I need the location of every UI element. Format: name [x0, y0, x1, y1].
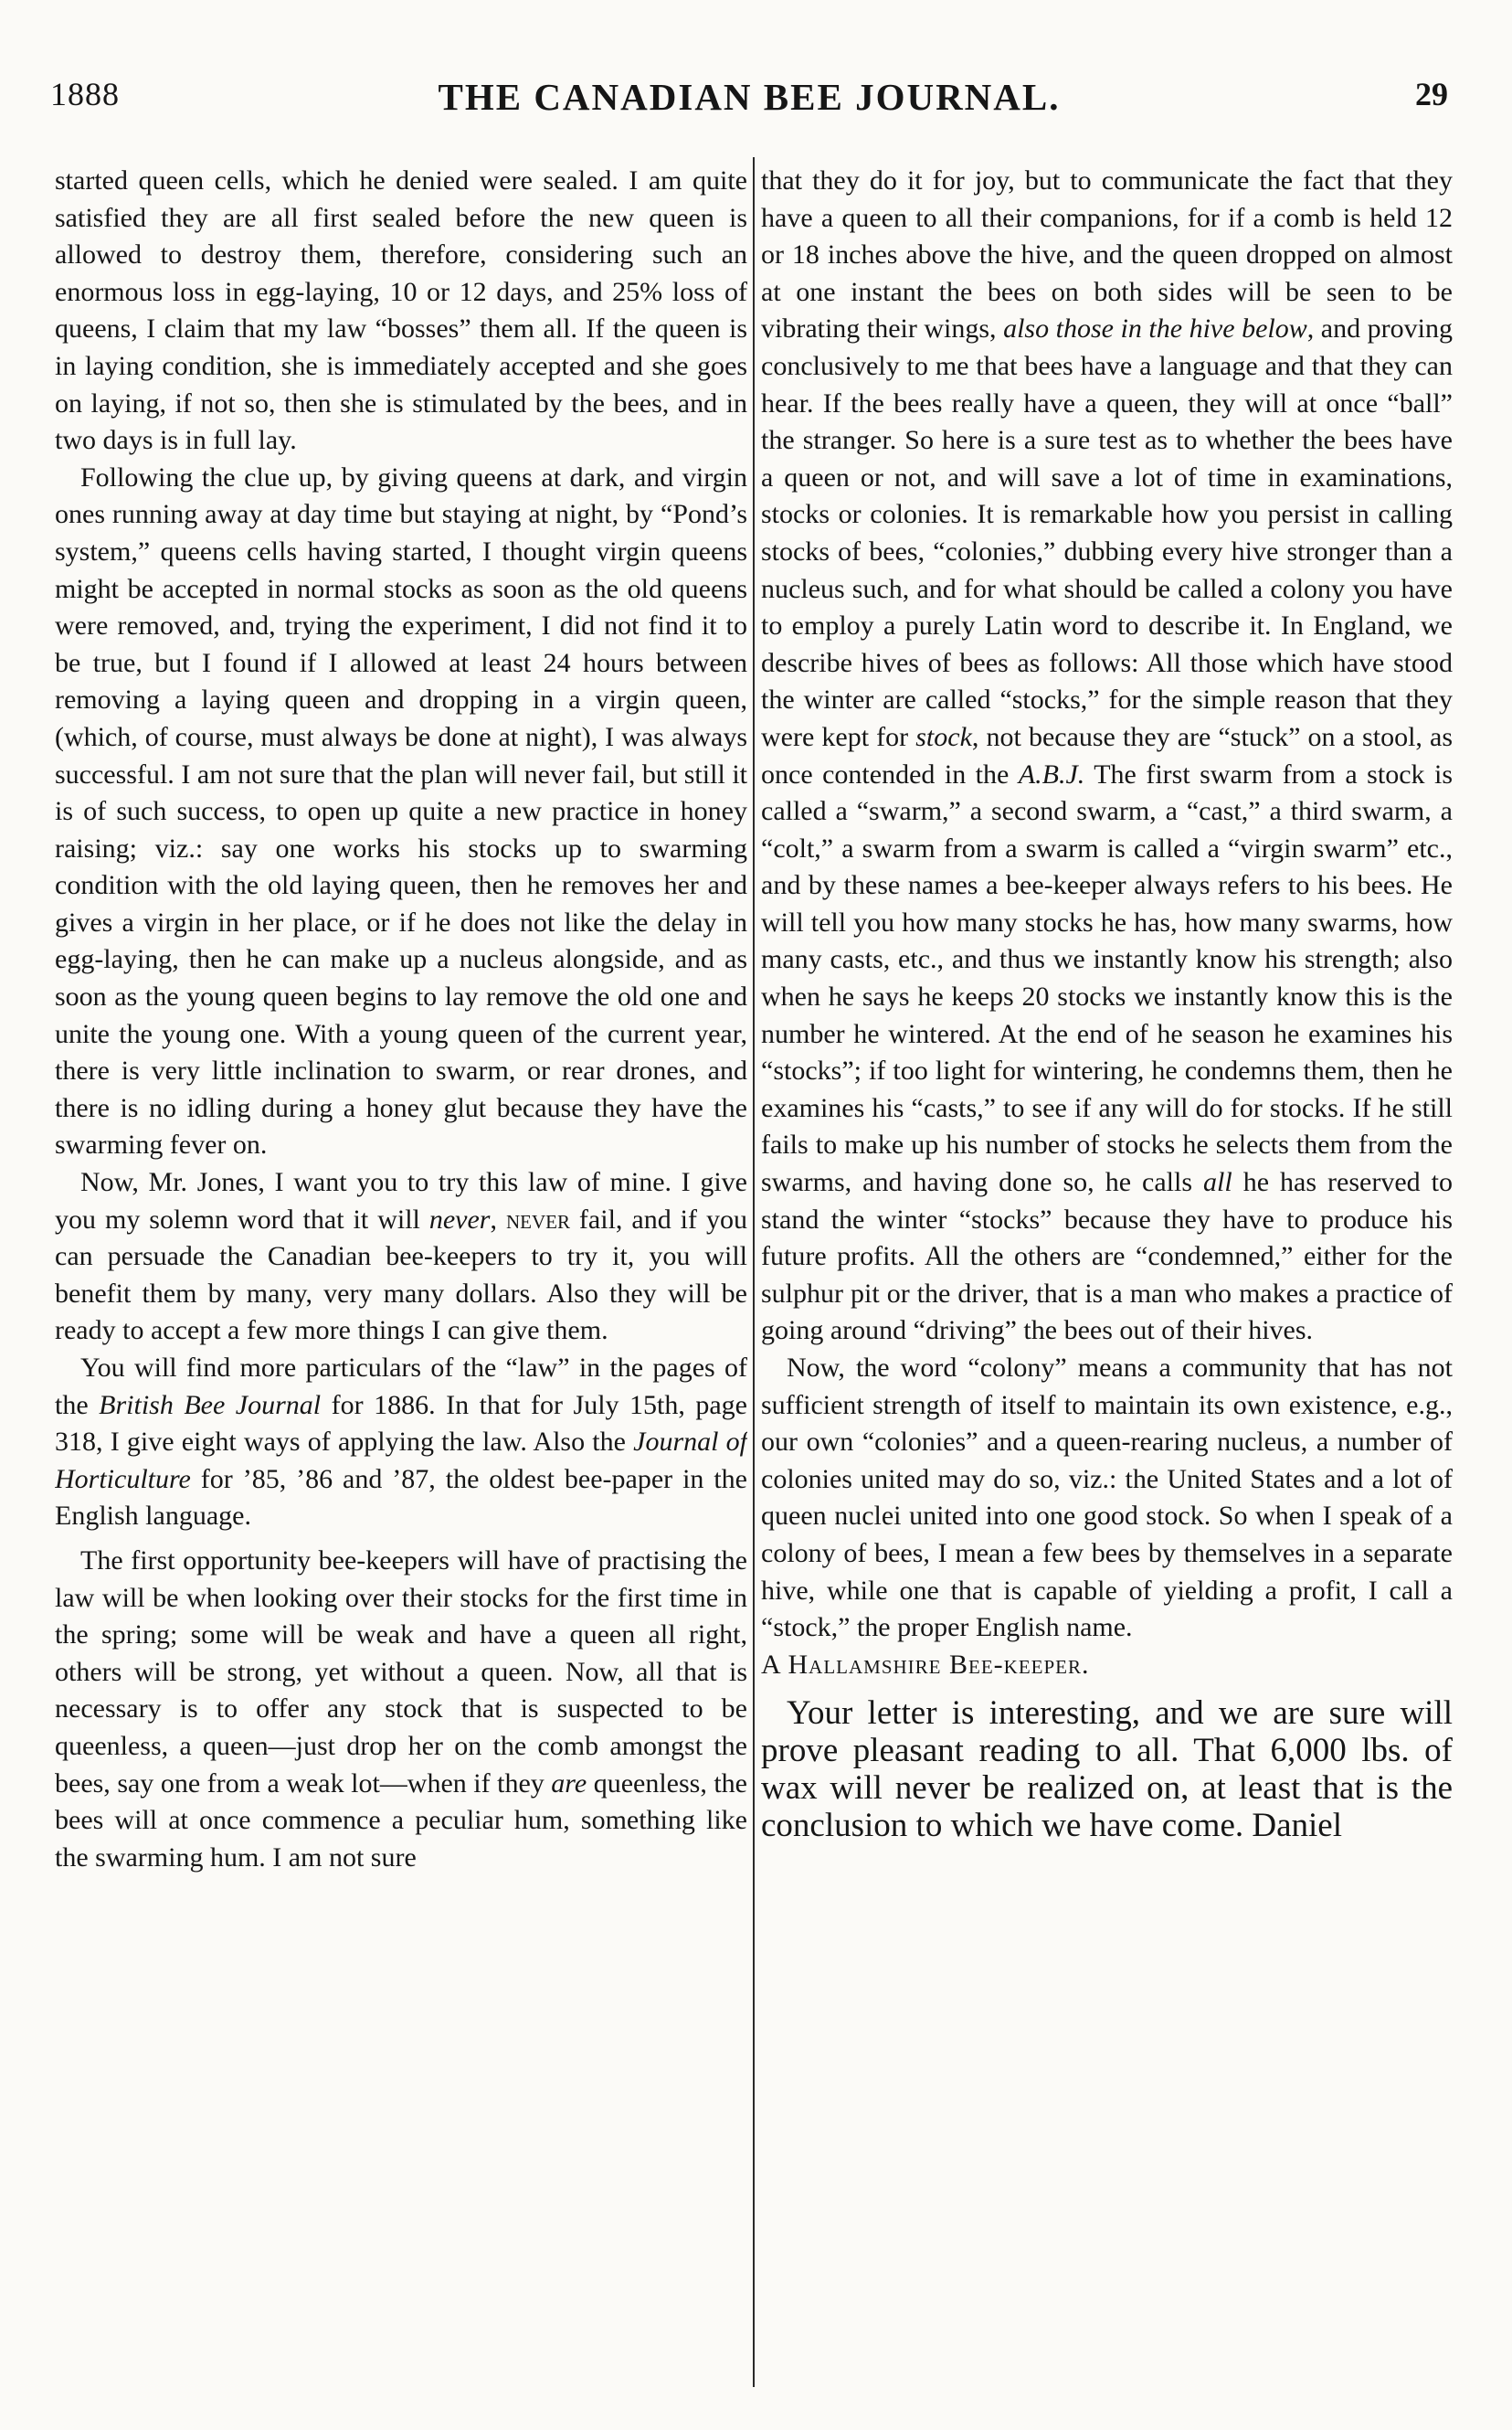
- small-caps-never: never: [505, 1204, 570, 1235]
- left-paragraph-4: [55, 1350, 747, 1535]
- page-number: 29: [1415, 76, 1448, 112]
- text-run: The first opportunity bee-keepers will have of practising the law will be when looking over their stocks for the first time in the spring; some will be weak and have a queen all right, others will be strong, yet without a queen. Now, all that is necessary is to offer any stock that is suspected to be queenless, a queen—just drop her on the comb amongst the bees, say one from a weak lot—when if they: [55, 1544, 747, 1799]
- left-column: [55, 163, 747, 2393]
- left-paragraph-5: [55, 1543, 747, 1876]
- author-signature: A Hallamshire Bee-keeper.: [761, 1649, 1090, 1680]
- text-run: You will find more particulars of the “law” in the pages of the: [55, 1353, 747, 1420]
- column-divider: [753, 157, 755, 2387]
- editorial-reply: Your letter is interesting, and we are sure will prove pleasant reading to all. That 6,000 lbs. of wax will never be realized on, at least that is the conclusion to which we have come. Daniel: [761, 1694, 1453, 1845]
- emphasis-all: all: [1203, 1167, 1232, 1198]
- emphasis-hive-below: also those in the hive below: [1003, 313, 1307, 345]
- journal-title: THE CANADIAN BEE JOURNAL.: [438, 76, 1061, 118]
- emphasis-never: never: [428, 1204, 491, 1235]
- left-paragraph-3: Now, Mr. Jones, I want you to try this law of mine. I give you my solemn word that it will never, never fail, and if you can persuade the Canadian bee-keepers to try it, you will benefit them by many, very many dollars. Also they will be ready to accept a few more things I can give them.: [55, 1167, 747, 1346]
- text-run: The first swarm from a stock is called a “swarm,” a second swarm, a “cast,” a third swarm, a “colt,” a swarm from a swarm is called a “virgin swarm” etc., and by these names a bee-keeper always refers to his bees. He will tell you how many stocks he has, how many swarms, how many casts, etc., and thus we instantly know his strength; also when he says he keeps 20 stocks we instantly know this is the number he wintered. At the end of he season he examines his “stocks”; if too light for wintering, he condemns them, then he examines his “casts,” to see if any will do for stocks. If he still fails to make up his number of stocks he selects them from the swarms, and having done so, he calls: [761, 759, 1453, 1198]
- text-run: for ’85, ’86 and ’87, the oldest bee-paper in the English language.: [55, 1463, 747, 1532]
- text-run: fail, and if you can persuade the Canadian bee-keepers to try it, you will benefit them by many, very many dollars. Also they will be ready to accept a few more things I can give them.: [55, 1204, 747, 1346]
- text-run: , and proving conclusively to me that bees have a language and that they can hear. If the bees really have a queen, they will at once “ball” the stranger. So here is a sure test as to whether the bees have a queen or not, and will save a lot of time in examinations, stocks or colonies. It is remarkable how you persist in calling stocks of bees, “colonies,” dubbing every hive stronger than a nucleus such, and for what should be called a colony you have to employ a purely Latin word to describe it. In England, we describe hives of bees as follows: All those which have stood the winter are called “stocks,” for the simple reason that they were kept for: [761, 313, 1453, 752]
- left-paragraph-2: Following the clue up, by giving queens at dark, and virgin ones running away at day time but staying at night, by “Pond’s system,” queens cells having started, I thought virgin queens might be accepted in normal stocks as soon as the old queens were removed, and, trying the experiment, I did not find it to be true, but I found if I allowed at least 24 hours between removing a laying queen and dropping in a virgin queen, (which, of course, must always be done at night), I was always successful. I am not sure that the plan will never fail, but still it is of such success, to open up quite a new practice in honey raising; viz.: say one works his stocks up to swarming condition with the old laying queen, then he removes her and gives a virgin in her place, or if he does not like the delay in egg-laying, then he can make up a nucleus alongside, and as soon as the young queen begins to lay remove the old one and unite the young one. With a young queen of the current year, there is very little inclination to swarm, or rear drones, and there is no idling during a honey glut because they have the swarming fever on.: [55, 462, 747, 1161]
- right-paragraph-1: [761, 163, 1453, 1350]
- emphasis-are: are: [551, 1767, 587, 1799]
- title-abj: A.B.J.: [1018, 759, 1085, 790]
- text-run: Now, Mr. Jones, I want you to try this law of mine. I give you my solemn word that it will: [55, 1167, 747, 1235]
- page-header: [50, 75, 1448, 132]
- text-run: , not because they are “stuck” on a stool, as once contended in the: [761, 721, 1453, 790]
- text-run: for 1886. In that for July 15th, page 318, I give eight ways of applying the law. Also the: [55, 1389, 747, 1458]
- header-year: 1888: [50, 76, 120, 112]
- right-column: [761, 163, 1453, 2393]
- left-paragraph-1: started queen cells, which he denied were sealed. I am quite satisfied they are all first sealed before the new queen is allowed to destroy them, therefore, considering such an enormous loss in egg-laying, 10 or 12 days, and 25% loss of queens, I claim that my law “bosses” them all. If the queen is in laying condition, she is immediately accepted and she goes on laying, if not so, then she is stimulated by the bees, and in two days is in full lay.: [55, 165, 747, 456]
- text-run: he has reserved to stand the winter “stocks” because they have to produce his future profits. All the others are “condemned,” either for the sulphur pit or the driver, that is a man who makes a practice of going around “driving” the bees out of their hives.: [761, 1167, 1453, 1346]
- text-run: that they do it for joy, but to communicate the fact that they have a queen to all their companions, for if a comb is held 12 or 18 inches above the hive, and the queen dropped on almost at one instant the bees on both sides will be seen to be vibrating their wings,: [761, 165, 1453, 345]
- text-run: queenless, the bees will at once commence a peculiar hum, something like the swarming hum. I am not sure: [55, 1767, 747, 1873]
- title-journal-of-horticulture: Journal of Horticulture: [55, 1427, 747, 1494]
- right-paragraph-2: Now, the word “colony” means a community that has not sufficient strength of itself to maintain its own existence, e.g., our own “colonies” and a queen-rearing nucleus, a number of colonies united may do so, viz.: the United States and a lot of queen nuclei united into one good stock. So when I speak of a colony of bees, I mean a few bees by themselves in a separate hive, while one that is capable of yielding a profit, I call a “stock,” the proper English name.: [761, 1353, 1453, 1643]
- emphasis-stock: stock: [915, 721, 972, 752]
- title-british-bee-journal: British Bee Journal: [99, 1389, 322, 1420]
